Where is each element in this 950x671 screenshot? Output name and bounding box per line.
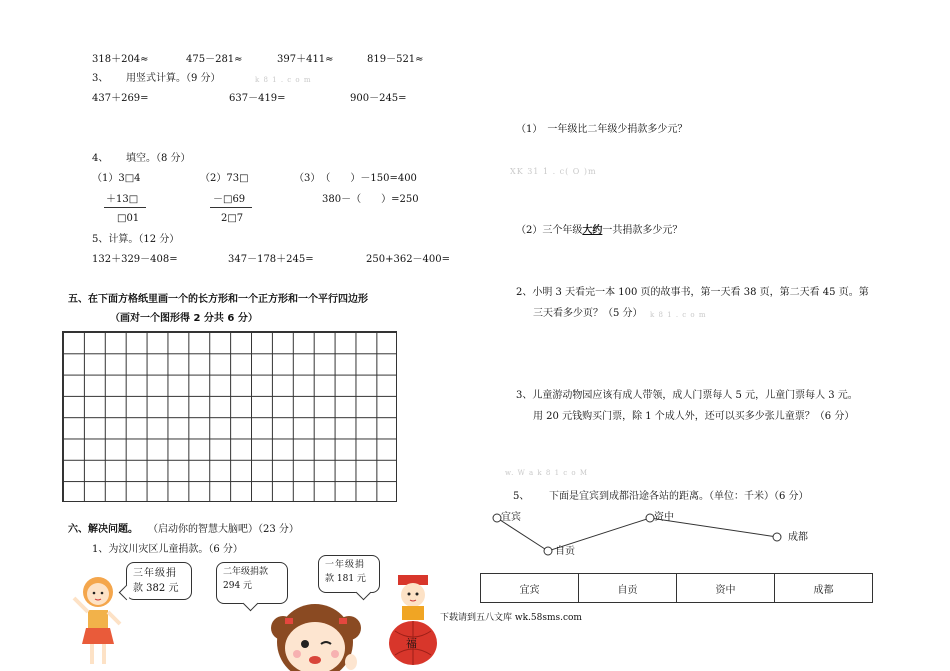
estimate-item-4: 819－521≈ — [367, 54, 424, 65]
r-q1-part2-a: （2）三个年级 — [516, 225, 583, 236]
station-chengdu-dot — [773, 533, 781, 541]
station-label-zizhong: 资中 — [654, 512, 674, 523]
q5-item-1: 132＋329－408= — [92, 254, 178, 265]
grade1-bubble — [318, 555, 380, 593]
station-yibin-dot — [493, 514, 501, 522]
q4-a-divider — [104, 207, 146, 208]
q5-item-3: 250+362－400= — [366, 254, 451, 265]
q4-c-line2: 380－（ ）=250 — [322, 194, 419, 205]
q4-a-line3: □01 — [117, 213, 140, 224]
q4-b-line1: （2）73□ — [200, 173, 249, 184]
watermark: XK 31 1 . c( O )m — [510, 167, 597, 176]
q4-b-line2: －□69 — [213, 194, 246, 205]
q4-a-line1: （1）3□4 — [92, 173, 141, 184]
q3-item-1: 437＋269= — [92, 93, 149, 104]
r-q5-number: 5、 — [513, 491, 530, 502]
grid-paper[interactable] — [62, 331, 397, 502]
grade3-line2: 款 382 元 — [133, 583, 179, 594]
watermark: k 8 1 . c o m — [650, 311, 707, 319]
grade3-line1: 三年级捐 — [133, 568, 177, 579]
table-header-zigong: 自贡 — [579, 574, 677, 603]
distance-table — [480, 573, 873, 603]
svg-text:福: 福 — [406, 637, 417, 650]
q4-a-line2: ＋13□ — [106, 194, 139, 205]
q4-b-divider — [210, 207, 252, 208]
q5-item-2: 347－178＋245= — [228, 254, 314, 265]
r-q3-line2: 用 20 元钱购买门票，除 1 个成人外，还可以买多少张儿童票？（6 分） — [533, 411, 855, 422]
r-q1-part1: （1） 一年级比二年级少捐款多少元？ — [516, 124, 688, 135]
section6-note: （启动你的智慧大脑吧）（23 分） — [148, 524, 299, 535]
r-q3-line1: 3、儿童游动物园应该有成人带领，成人门票每人 5 元，儿童门票每人 3 元。 — [516, 390, 858, 401]
q3-item-3: 900－245= — [350, 93, 407, 104]
station-zigong-dot — [544, 547, 552, 555]
r-q2-line2: 三天看多少页？（5 分） — [533, 308, 643, 319]
q4-c-line1: （3） （ ）－150=400 — [294, 173, 417, 184]
r-q5-text: 下面是宜宾到成都沿途各站的距离。（单位：千米）（6 分） — [549, 491, 809, 502]
r-q1-part2-emph: 大约 — [582, 225, 603, 236]
r-q2-line1: 2、小明 3 天看完一本 100 页的故事书，第一天看 38 页，第二天看 45 页。第 — [516, 287, 869, 298]
q4-heading: 填空。（8 分） — [126, 153, 191, 164]
station-zizhong-dot — [646, 514, 654, 522]
q3-number: 3、 — [92, 73, 109, 84]
estimate-item-3: 397＋411≈ — [277, 54, 334, 65]
grade2-line2: 294 元 — [223, 580, 253, 591]
r-q1-part2-b: 一共捐款多少元？ — [602, 225, 683, 236]
grade3-bubble — [126, 562, 192, 600]
grade1-line1: 一年级捐 — [325, 560, 366, 570]
section6-q1: 1、为汶川灾区儿童捐款。（6 分） — [92, 544, 243, 555]
q4-number: 4、 — [92, 153, 109, 164]
footer-download-note: 下载请到五八文库 wk.58sms.com — [440, 613, 582, 623]
girl-face-illustration — [265, 592, 365, 671]
section5-subtitle: （画对一个图形得 2 分共 6 分） — [110, 313, 258, 324]
lantern-boy-illustration — [384, 571, 442, 671]
q3-item-2: 637－419= — [229, 93, 286, 104]
r-q1-part2-prefix — [516, 226, 682, 236]
q5-heading: 5、计算。（12 分） — [92, 234, 180, 245]
watermark: w. W a k 8 1 c o M — [505, 469, 589, 477]
estimate-item-2: 475－281≈ — [186, 54, 243, 65]
q4-b-line3: 2□7 — [221, 213, 244, 224]
table-header-chengdu: 成都 — [775, 574, 873, 603]
q3-heading: 用竖式计算。（9 分） — [126, 73, 221, 84]
grade2-line1: 二年级捐款 — [223, 567, 269, 577]
watermark: k 8 1 . c o m — [255, 76, 312, 84]
station-label-chengdu: 成都 — [788, 532, 808, 543]
section6-title: 六、解决问题。 — [68, 524, 138, 535]
grade1-line2: 款 181 元 — [325, 573, 366, 584]
girl-illustration — [70, 568, 126, 671]
estimate-item-1: 318＋204≈ — [92, 54, 149, 65]
station-label-zigong: 自贡 — [555, 546, 575, 557]
station-label-yibin: 宜宾 — [501, 512, 521, 523]
table-header-zizhong: 资中 — [677, 574, 775, 603]
table-header-yibin: 宜宾 — [481, 574, 579, 603]
section5-title: 五、在下面方格纸里画一个的长方形和一个正方形和一个平行四边形 — [68, 294, 368, 305]
